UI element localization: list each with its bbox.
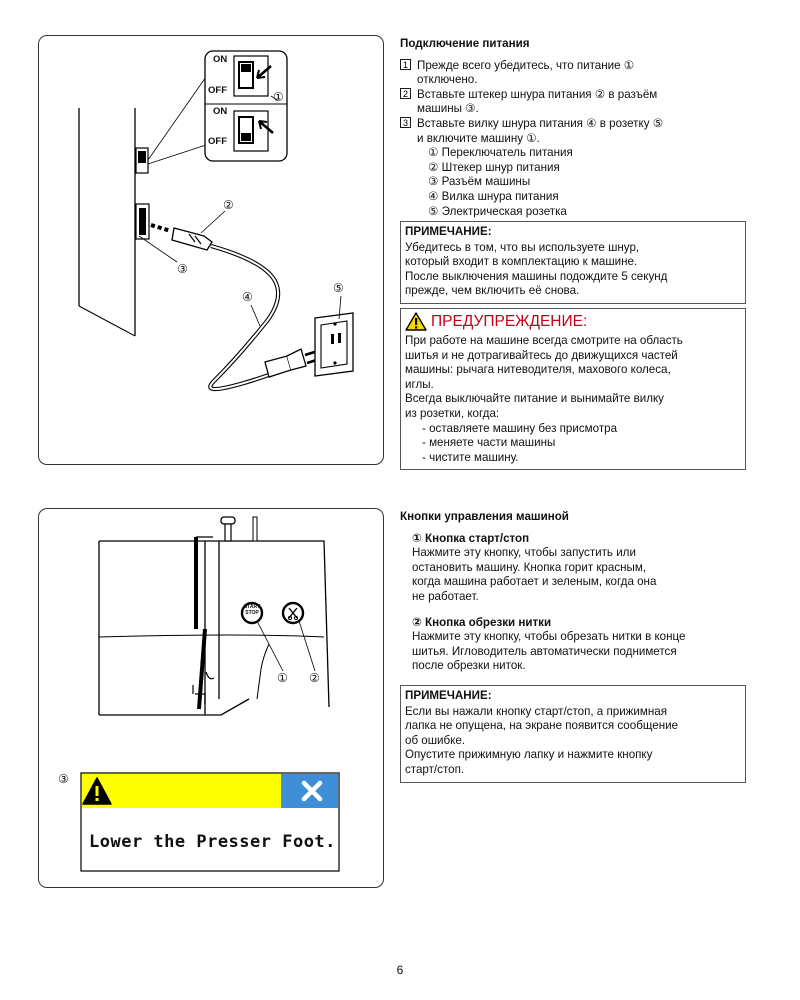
section-title: Кнопки управления машиной — [400, 510, 569, 523]
power-connection-section — [400, 37, 752, 219]
warning-item: - меняете части машины — [422, 436, 556, 450]
power-connection-figure — [38, 35, 384, 465]
description-line: когда машина работает и зеленым, когда она — [412, 575, 657, 589]
note-line: об ошибке. — [405, 733, 466, 747]
description-line: Нажмите эту кнопку, чтобы запустить или — [412, 546, 636, 560]
switch-on-label: ON — [213, 54, 228, 65]
note-title: ПРИМЕЧАНИЕ: — [405, 225, 492, 238]
description-line: шитья. Игловодитель автоматически поднимется — [412, 644, 677, 658]
svg-text:2: 2 — [402, 88, 409, 99]
warning-item: - чистите машину. — [422, 450, 519, 464]
note-line: прежде, чем включить её снова. — [405, 284, 580, 298]
description-line: после обрезки ниток. — [412, 659, 526, 673]
step-line: Прежде всего убедитесь, что питание ① — [417, 58, 635, 72]
svg-text:1: 1 — [402, 59, 409, 70]
section-title: Подключение питания — [400, 37, 530, 50]
machine-buttons-figure — [38, 508, 384, 888]
callout-2: ② — [223, 198, 234, 212]
description-line: остановить машину. Кнопка горит красным, — [412, 560, 647, 574]
description-line: не работает. — [412, 589, 479, 603]
note-title: ПРИМЕЧАНИЕ: — [405, 689, 492, 702]
lcd-error-screen — [81, 773, 339, 871]
warning-triangle-icon — [405, 312, 427, 331]
svg-text:3: 3 — [402, 117, 409, 128]
note-box-1 — [400, 221, 746, 304]
start-stop-label — [242, 604, 262, 616]
note-box-2 — [400, 685, 746, 783]
description-line: Нажмите эту кнопку, чтобы обрезать нитки в конце — [412, 630, 686, 644]
callout-1: ① — [273, 90, 284, 104]
warning-box — [400, 308, 746, 470]
control-buttons-section — [400, 510, 752, 674]
note-line: Если вы нажали кнопку старт/стоп, а прижимная — [405, 704, 668, 718]
step-number-icon — [400, 117, 417, 146]
warning-line: При работе на машине всегда смотрите на область — [405, 334, 683, 347]
step-1 — [400, 59, 752, 88]
thread-cutter-description — [412, 616, 752, 674]
callout-3: ③ — [177, 262, 188, 276]
button-title: ② Кнопка обрезки нитки — [412, 615, 552, 629]
legend-item: ⑤ Электрическая розетка — [428, 204, 567, 218]
step-number-icon — [400, 59, 417, 88]
legend-item: ④ Вилка шнура питания — [428, 189, 559, 203]
step-line: и включите машину ①. — [417, 131, 540, 145]
warning-line: из розетки, когда: — [405, 406, 500, 420]
note-line: лапка не опущена, на экране появится сообщение — [405, 719, 679, 733]
callout-1: ① — [277, 671, 288, 685]
warning-line: иглы. — [405, 377, 434, 391]
start-stop-description — [412, 532, 752, 605]
step-2 — [400, 88, 752, 117]
lcd-message: Lower the Presser Foot. — [89, 832, 336, 852]
step-line: Вставьте штекер шнура питания ② в разъём — [417, 87, 658, 101]
stop-label: STOP — [245, 610, 259, 616]
thread-cutter-button — [283, 603, 303, 623]
note-line: старт/стоп. — [405, 762, 465, 776]
step-line: отключено. — [417, 73, 478, 87]
parts-legend — [428, 146, 752, 219]
warning-item: - оставляете машину без присмотра — [422, 421, 618, 435]
warning-title: ПРЕДУПРЕЖДЕНИЕ: — [431, 312, 588, 330]
switch-on-label-2: ON — [213, 106, 228, 117]
legend-item: ③ Разъём машины — [428, 175, 531, 189]
switch-off-label-2: OFF — [208, 136, 227, 147]
legend-item: ① Переключатель питания — [428, 146, 573, 160]
note-line: Опустите прижимную лапку и нажмите кнопку — [405, 748, 653, 762]
legend-item: ② Штекер шнур питания — [428, 160, 560, 174]
wall-outlet — [315, 313, 353, 376]
callout-2: ② — [309, 671, 320, 685]
step-number-icon — [400, 88, 417, 117]
step-line: Вставьте вилку шнура питания ④ в розетку ⑤ — [417, 116, 664, 130]
callout-3: ③ — [58, 772, 69, 786]
note-line: который входит в комплектацию к машине. — [405, 255, 638, 269]
warning-line: Всегда выключайте питание и вынимайте вилку — [405, 392, 664, 406]
warning-line: шитья и не дотрагивайтесь до движущихся частей — [405, 348, 678, 362]
warning-header — [405, 312, 741, 331]
page-number: 6 — [396, 963, 404, 977]
switch-off-label: OFF — [208, 85, 227, 96]
button-title: ① Кнопка старт/стоп — [412, 531, 530, 545]
note-line: Убедитесь в том, что вы используете шнур, — [405, 240, 640, 254]
warning-line: машины: рычага нитеводителя, махового колеса, — [405, 363, 671, 377]
step-line: машины ③. — [417, 102, 479, 116]
callout-5: ⑤ — [333, 281, 344, 295]
start-label: START — [243, 604, 261, 610]
step-3 — [400, 117, 752, 146]
callout-4: ④ — [242, 290, 253, 304]
note-line: После выключения машины подождите 5 секунд — [405, 269, 668, 283]
